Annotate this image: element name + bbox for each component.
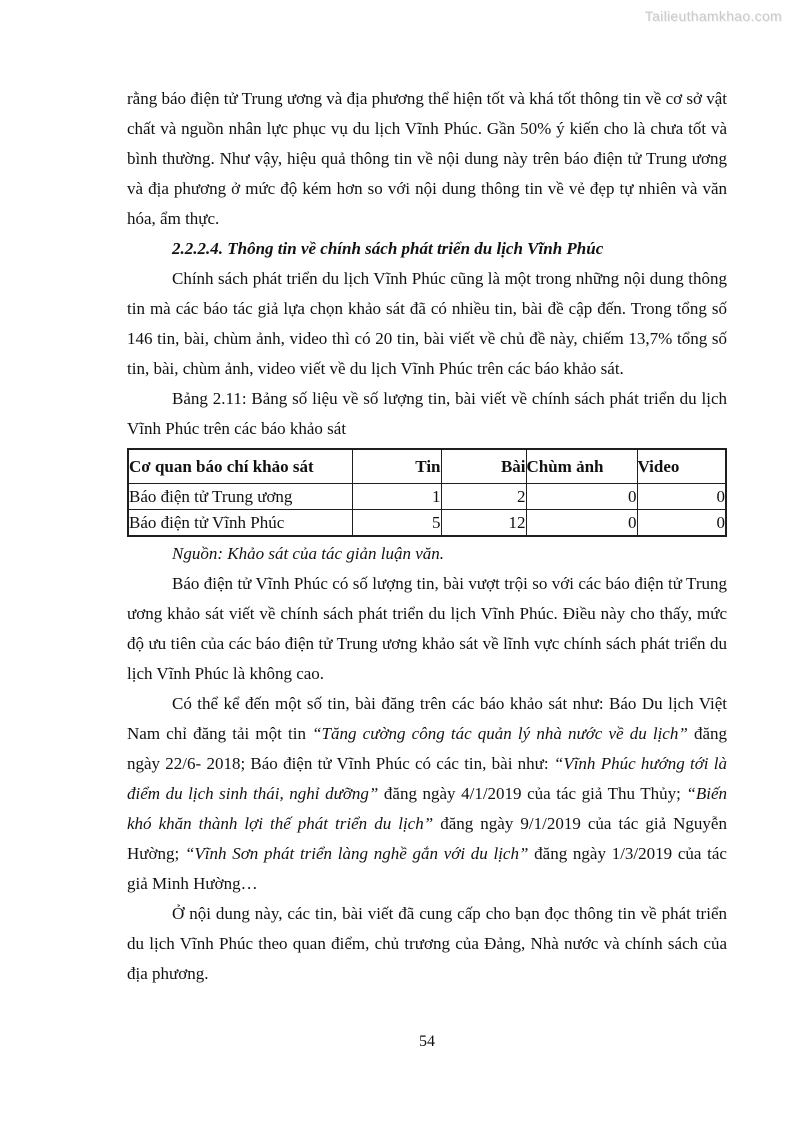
source-note: Nguồn: Khảo sát của tác giản luận văn.	[172, 544, 444, 563]
table-cell: 0	[526, 510, 637, 537]
table-head	[128, 449, 726, 484]
table-header-cell: Chùm ảnh	[526, 449, 637, 484]
table-cell: Báo điện tử Vĩnh Phúc	[128, 510, 352, 537]
section-heading: 2.2.2.4. Thông tin về chính sách phát triển du lịch Vĩnh Phúc	[172, 239, 604, 258]
table-header-cell: Cơ quan báo chí khảo sát	[128, 449, 352, 484]
page-content	[127, 84, 727, 989]
text-run: đăng ngày 22/6- 2018; Báo điện tử Vĩnh Phúc có các tin, bài như:	[127, 724, 727, 773]
article-title-quote: “Vĩnh Sơn phát triển làng nghề gắn với du lịch”	[184, 844, 529, 863]
table-header-cell: Video	[637, 449, 726, 484]
text-run: Có thể kể đến một số tin, bài đăng trên các báo khảo sát như: Báo Du lịch Việt Nam chỉ đăng tải một tin	[127, 694, 727, 743]
paragraph-article-examples	[127, 689, 727, 899]
table-cell: 0	[637, 510, 726, 537]
table-header-row	[128, 449, 726, 484]
table-caption: Bảng 2.11: Bảng số liệu về số lượng tin, bài viết về chính sách phát triển du lịch Vĩnh Phúc trên các báo khảo sát	[127, 389, 727, 438]
paragraph-conclusion: Ở nội dung này, các tin, bài viết đã cung cấp cho bạn đọc thông tin về phát triển du lịch Vĩnh Phúc theo quan điểm, chủ trương của Đảng, Nhà nước và chính sách của địa phương.	[127, 904, 727, 983]
table-body	[128, 484, 726, 537]
paragraph-continuation: rằng báo điện tử Trung ương và địa phương thể hiện tốt và khá tốt thông tin về cơ sở vật chất và nguồn nhân lực phục vụ du lịch Vĩnh Phúc. Gần 50% ý kiến cho là chưa tốt và bình thường. Như vậy, hiệu quả thông tin về nội dung này trên báo điện tử Trung ương và địa phương ở mức độ kém hơn so với nội dung thông tin về vẻ đẹp tự nhiên và văn hóa, ẩm thực.	[127, 89, 727, 228]
article-title-quote: “Tăng cường công tác quản lý nhà nước về du lịch”	[312, 724, 688, 743]
data-table	[127, 448, 727, 537]
text-run: đăng ngày 4/1/2019 của tác giả Thu Thủy;	[378, 784, 687, 803]
watermark: Tailieuthamkhao.com	[644, 8, 782, 24]
table-cell: 0	[637, 484, 726, 510]
article-title-quote: “Vĩnh Phúc hướng tới là điểm du lịch sinh thái, nghỉ dưỡng”	[127, 754, 727, 803]
table-cell: 0	[526, 484, 637, 510]
table-cell: Báo điện tử Trung ương	[128, 484, 352, 510]
table-cell: 5	[352, 510, 441, 537]
paragraph-comparison: Báo điện tử Vĩnh Phúc có số lượng tin, bài vượt trội so với các báo điện tử Trung ương khảo sát viết về chính sách phát triển du lịch Vĩnh Phúc. Điều này cho thấy, mức độ ưu tiên của các báo điện tử Trung ương khảo sát về lĩnh vực chính sách phát triển du lịch Vĩnh Phúc là không cao.	[127, 574, 727, 683]
text-run: đăng ngày 1/3/2019 của tác giả Minh Hường…	[127, 844, 727, 893]
table-cell: 12	[441, 510, 526, 537]
table-header-cell: Bài	[441, 449, 526, 484]
table-header-cell: Tin	[352, 449, 441, 484]
paragraph-policy-overview: Chính sách phát triển du lịch Vĩnh Phúc cũng là một trong những nội dung thông tin mà các báo tác giả lựa chọn khảo sát đã có nhiều tin, bài đề cập đến. Trong tổng số 146 tin, bài, chùm ảnh, video thì có 20 tin, bài viết về chủ đề này, chiếm 13,7% tổng số tin, bài, chùm ảnh, video viết về du lịch Vĩnh Phúc trên các báo khảo sát.	[127, 269, 727, 378]
table-row	[128, 510, 726, 537]
table-row	[128, 484, 726, 510]
article-title-quote: “Biến khó khăn thành lợi thế phát triển du lịch”	[127, 784, 727, 833]
table-cell: 1	[352, 484, 441, 510]
table-cell: 2	[441, 484, 526, 510]
page-number: 54	[419, 1033, 435, 1050]
text-run: đăng ngày 9/1/2019 của tác giả Nguyễn Hường;	[127, 814, 727, 863]
